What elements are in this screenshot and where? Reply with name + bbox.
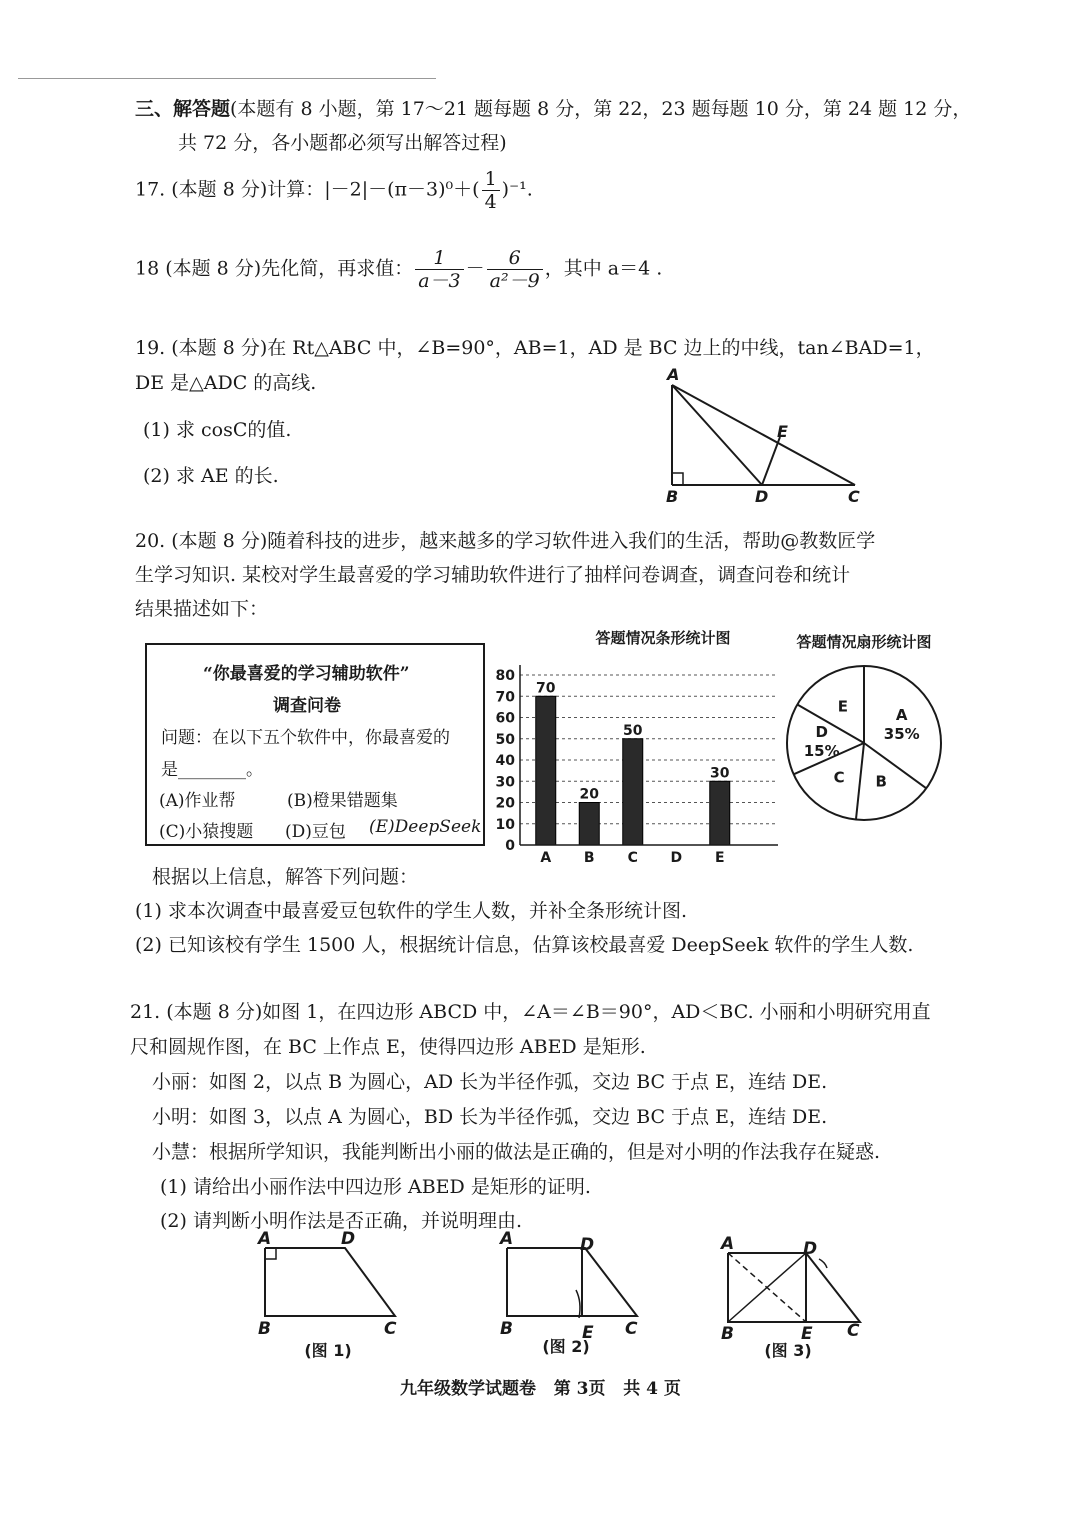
fig3-arc <box>819 1259 827 1268</box>
bar-ytick-label: 60 <box>495 710 515 727</box>
q20-part2: (2) 已知该校有学生 1500 人，根据统计信息，估算该校最喜爱 DeepSeek 软件的学生人数. <box>135 934 914 956</box>
pie-chart-title: 答题情况扇形统计图 <box>796 633 932 651</box>
survey-option-e: (E)DeepSeek <box>369 817 482 837</box>
survey-title: “你最喜爱的学习辅助软件” <box>203 664 410 684</box>
survey-option-c: (C)小猿搜题 <box>159 822 254 842</box>
q18-tail: ，其中 a＝4 . <box>544 257 663 280</box>
pie-percent-D: 15% <box>803 741 840 760</box>
section-title: 三、解答题 <box>135 98 231 120</box>
q19-part1: (1) 求 cosC的值. <box>143 419 292 441</box>
survey-subtitle: 调查问卷 <box>273 696 341 716</box>
bar-A <box>536 696 556 845</box>
q18-fraction-2 <box>487 247 543 292</box>
fig1-label-c: C <box>384 1319 397 1339</box>
q18-fraction-1 <box>415 247 463 292</box>
bar-category-label: C <box>627 850 638 866</box>
fig2-caption: (图 2) <box>542 1337 590 1356</box>
fig3-label-d: D <box>803 1239 818 1259</box>
q17-lead: 17. (本题 8 分)计算： <box>135 178 325 201</box>
bar-ytick-label: 10 <box>495 816 515 833</box>
fig1-quadrilateral <box>265 1248 395 1316</box>
figure-3 <box>715 1230 875 1365</box>
q20-part1: (1) 求本次调查中最喜爱豆包软件的学生人数，并补全条形统计图. <box>135 900 687 922</box>
label-d: D <box>755 487 769 506</box>
q17-frac-den: 4 <box>484 191 497 213</box>
q17-tail: )⁻¹. <box>501 178 533 201</box>
bar-ytick-label: 0 <box>505 838 515 854</box>
question-17 <box>135 168 533 213</box>
pie-label-B: B <box>875 772 887 791</box>
label-e: E <box>777 422 788 441</box>
question-18 <box>135 247 662 292</box>
fig2-label-e: E <box>582 1323 594 1343</box>
bar-category-label: D <box>670 850 683 866</box>
fig1-right-angle <box>265 1248 276 1259</box>
pie-slice-E <box>797 705 864 744</box>
q21-xiaohui: 小慧：根据所学知识，我能判断出小丽的做法是正确的，但是对小明的作法我存在疑惑. <box>152 1141 881 1163</box>
q18-f1-den: a－3 <box>418 270 461 292</box>
fig3-label-b: B <box>721 1324 734 1344</box>
label-a: A <box>667 365 680 384</box>
figure-1 <box>250 1228 410 1363</box>
q21-xiaoli: 小丽：如图 2，以点 B 为圆心，AD 长为半径作弧，交边 BC 于点 E，连结 DE. <box>152 1071 828 1093</box>
q21-line2: 尺和圆规作图，在 BC 上作点 E，使得四边形 ABED 是矩形. <box>130 1036 646 1058</box>
right-angle-mark <box>672 473 683 485</box>
bar-chart-title: 答题情况条形统计图 <box>595 629 731 647</box>
bar-ytick-label: 40 <box>495 753 515 769</box>
fig2-label-b: B <box>500 1319 513 1339</box>
label-c: C <box>848 487 860 506</box>
fig2-quadrilateral <box>507 1248 637 1316</box>
fig1-label-b: B <box>258 1319 271 1339</box>
side-ac <box>672 385 855 485</box>
q18-f2-den: a²－9 <box>489 270 540 292</box>
q17-frac-num: 1 <box>482 168 500 191</box>
q19-line2: DE 是△ADC 的高线. <box>135 372 317 394</box>
bar-category-label: E <box>714 850 725 866</box>
bar-value-label: 50 <box>623 722 643 739</box>
fig3-label-a: A <box>721 1234 735 1254</box>
fig1-label-a: A <box>258 1229 272 1249</box>
q20-line2: 生学习知识. 某校对学生最喜爱的学习辅助软件进行了抽样问卷调查，调查问卷和统计 <box>135 564 851 586</box>
median-ad <box>672 385 762 485</box>
bar-ytick-label: 30 <box>495 774 515 791</box>
q18-f2-num: 6 <box>487 247 543 270</box>
survey-question-line1: 问题：在以下五个软件中，你最喜爱的 <box>161 728 450 748</box>
q18-f1-num: 1 <box>415 247 463 270</box>
q19-triangle-figure <box>655 360 875 510</box>
q21-part1: (1) 请给出小丽作法中四边形 ABED 是矩形的证明. <box>160 1176 591 1198</box>
q17-fraction <box>482 168 500 213</box>
fig1-label-d: D <box>341 1229 356 1249</box>
pie-slice-C <box>856 743 864 820</box>
pie-label-E: E <box>837 697 848 716</box>
bar-ytick-label: 80 <box>495 668 515 684</box>
q21-xiaoming: 小明：如图 3，以点 A 为圆心，BD 长为半径作弧，交边 BC 于点 E，连结 DE. <box>152 1106 828 1128</box>
survey-box <box>145 643 485 846</box>
page-footer: 九年级数学试题卷 第 3页 共 4 页 <box>400 1379 681 1399</box>
survey-option-a: (A)作业帮 <box>159 791 236 811</box>
survey-option-d: (D)豆包 <box>285 822 346 842</box>
q18-minus: － <box>465 257 485 280</box>
pie-label-C: C <box>833 768 845 787</box>
pie-chart <box>778 625 958 830</box>
q17-expression: |－2|－(π－3)⁰＋( <box>324 178 480 201</box>
pie-label-A: A <box>895 705 908 724</box>
q21-part2: (2) 请判断小明作法是否正确，并说明理由. <box>160 1210 522 1232</box>
fig3-label-e: E <box>801 1324 813 1344</box>
section-desc-line2: 共 72 分，各小题都必须写出解答过程) <box>178 132 507 154</box>
q18-lead: 18 (本题 8 分)先化简，再求值： <box>135 257 414 280</box>
survey-option-b: (B)橙果错题集 <box>287 791 398 811</box>
section-desc-line1: (本题有 8 小题，第 17～21 题每题 8 分，第 22，23 题每题 10 分，第 24 题 12 分， <box>230 98 972 120</box>
bar-ytick-label: 20 <box>495 795 515 812</box>
q20-line3: 结果描述如下： <box>135 598 269 620</box>
q19-line1: 19. (本题 8 分)在 Rt△ABC 中，∠B=90°，AB=1，AD 是 BC 边上的中线，tan∠BAD=1， <box>135 337 935 359</box>
altitude-de <box>762 437 780 485</box>
pie-label-D: D <box>815 722 828 741</box>
bar-category-label: A <box>540 850 552 866</box>
fig3-label-c: C <box>847 1321 860 1341</box>
label-b: B <box>666 487 679 506</box>
bar-ytick-label: 50 <box>495 731 515 748</box>
bar-B <box>579 803 599 846</box>
fig2-arc <box>576 1290 580 1318</box>
q19-part2: (2) 求 AE 的长. <box>143 465 279 487</box>
pie-slice-B <box>864 743 926 788</box>
q21-line1: 21. (本题 8 分)如图 1，在四边形 ABCD 中，∠A＝∠B＝90°，AD＜BC. 小丽和小明研究用直 <box>130 1001 931 1023</box>
fig2-label-a: A <box>500 1229 514 1249</box>
bar-chart <box>488 625 783 870</box>
bar-ytick-label: 70 <box>495 689 515 706</box>
pie-percent-A: 35% <box>883 724 920 743</box>
bar-category-label: B <box>583 850 595 866</box>
fig2-label-d: D <box>580 1235 595 1255</box>
q20-line1: 20. (本题 8 分)随着科技的进步，越来越多的学习软件进入我们的生活，帮助@教数匠学 <box>135 530 876 552</box>
bar-value-label: 20 <box>579 786 599 803</box>
fig3-caption: (图 3) <box>764 1341 812 1360</box>
fig2-label-c: C <box>625 1319 638 1339</box>
bar-E <box>710 781 730 845</box>
section-heading <box>135 97 971 121</box>
figure-2 <box>492 1228 652 1363</box>
bar-value-label: 70 <box>536 680 556 697</box>
bar-C <box>623 739 643 845</box>
fig1-caption: (图 1) <box>304 1341 352 1360</box>
bar-value-label: 30 <box>710 765 730 782</box>
top-rule <box>18 78 436 79</box>
q20-after: 根据以上信息，解答下列问题： <box>152 866 419 888</box>
survey-question-line2: 是________。 <box>161 760 263 780</box>
